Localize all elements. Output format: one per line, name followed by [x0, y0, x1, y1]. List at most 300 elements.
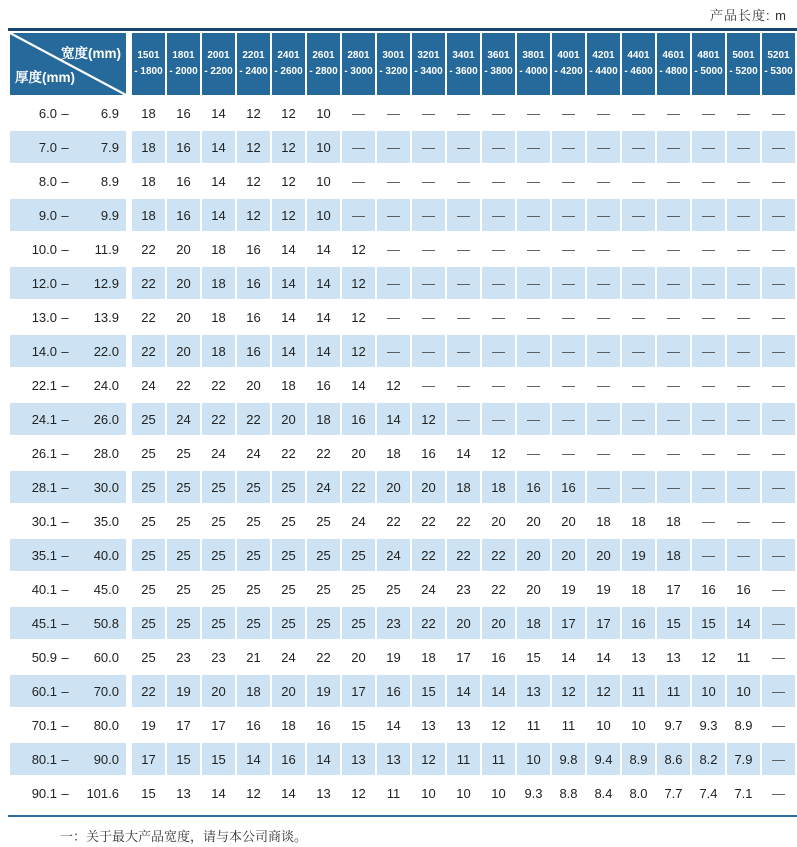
table-cell-dash: — [447, 199, 480, 231]
table-cell-dash: — [657, 199, 690, 231]
column-header: 3801 - 4000 [517, 33, 550, 95]
table-cell-dash: — [552, 335, 585, 367]
table-cell: 14 [596, 649, 611, 665]
table-cell: 15 [412, 675, 445, 707]
table-cell: 22 [316, 649, 331, 665]
table-cell-dash: — [622, 199, 655, 231]
table-cell-dash: — [702, 105, 715, 121]
table-row [10, 403, 795, 435]
table-cell: 18 [657, 539, 690, 571]
table-cell: 22 [342, 471, 375, 503]
table-cell: 22 [281, 445, 296, 461]
table-cell: 16 [622, 607, 655, 639]
table-cell: 24 [351, 513, 366, 529]
table-cell: 20 [167, 267, 200, 299]
table-cell: 25 [386, 581, 401, 597]
table-cell: 14 [377, 403, 410, 435]
table-cell: 16 [167, 199, 200, 231]
column-header: 3201 - 3400 [412, 33, 445, 95]
table-cell: 25 [351, 581, 366, 597]
table-cell-dash: — [657, 131, 690, 163]
table-cell: 16 [342, 403, 375, 435]
table-cell-dash: — [517, 131, 550, 163]
table-cell: 16 [316, 717, 331, 733]
table-cell-dash: — [632, 173, 645, 189]
table-cell-dash: — [622, 131, 655, 163]
table-cell-dash: — [447, 335, 480, 367]
table-cell: 25 [272, 539, 305, 571]
table-cell-dash: — [692, 403, 725, 435]
table-cell-dash: — [772, 105, 785, 121]
table-cell: 20 [412, 471, 445, 503]
table-cell: 14 [447, 675, 480, 707]
row-label: 60.1 – 70.0 [10, 675, 130, 707]
table-row [10, 573, 795, 605]
table-cell-dash: — [727, 267, 760, 299]
table-cell: 18 [386, 445, 401, 461]
column-header: 4401 - 4600 [622, 33, 655, 95]
row-label: 90.1 – 101.6 [10, 777, 130, 809]
table-cell: 25 [141, 649, 156, 665]
row-label: 10.0 – 11.9 [10, 233, 130, 265]
column-header: 4801 - 5000 [692, 33, 725, 95]
table-cell-dash: — [737, 377, 750, 393]
table-cell: 20 [202, 675, 235, 707]
table-cell: 20 [246, 377, 261, 393]
table-cell: 25 [141, 445, 156, 461]
table-cell-dash: — [562, 445, 575, 461]
table-cell-dash: — [587, 471, 620, 503]
table-cell-dash: — [597, 241, 610, 257]
table-cell-dash: — [667, 309, 680, 325]
table-cell: 10 [316, 105, 331, 121]
table-cell-dash: — [517, 403, 550, 435]
table-cell: 13 [176, 785, 191, 801]
footnote: 一：关于最大产品宽度，请与本公司商谈。 [60, 829, 308, 844]
table-cell: 7.4 [699, 785, 718, 801]
table-cell: 10 [631, 717, 646, 733]
table-cell-dash: — [422, 377, 435, 393]
table-cell: 12 [246, 105, 261, 121]
table-cell: 20 [167, 335, 200, 367]
table-cell-dash: — [737, 241, 750, 257]
column-header: 4201 - 4400 [587, 33, 620, 95]
table-cell-dash: — [657, 267, 690, 299]
table-cell: 23 [211, 649, 226, 665]
table-cell: 25 [202, 539, 235, 571]
table-cell-dash: — [352, 105, 365, 121]
table-cell: 12 [272, 131, 305, 163]
table-cell-dash: — [597, 173, 610, 189]
table-cell-dash: — [667, 241, 680, 257]
table-cell: 12 [412, 743, 445, 775]
table-cell: 15 [692, 607, 725, 639]
table-cell: 17 [176, 717, 191, 733]
table-row [10, 539, 795, 571]
table-cell: 20 [587, 539, 620, 571]
table-cell: 16 [246, 309, 261, 325]
table-cell-dash: — [772, 309, 785, 325]
table-cell: 18 [141, 105, 156, 121]
table-cell: 22 [132, 267, 165, 299]
table-cell-dash: — [457, 377, 470, 393]
table-cell-dash: — [702, 513, 715, 529]
table-cell: 12 [272, 199, 305, 231]
table-cell: 20 [351, 649, 366, 665]
row-label: 70.1 – 80.0 [10, 709, 130, 741]
table-cell-dash: — [562, 241, 575, 257]
table-cell: 19 [622, 539, 655, 571]
width-axis-label: 宽度(mm) [61, 46, 121, 61]
table-row [10, 233, 795, 265]
table-cell: 12 [491, 717, 506, 733]
table-cell-dash: — [562, 105, 575, 121]
table-cell: 11 [736, 649, 751, 665]
table-cell-dash: — [562, 377, 575, 393]
row-label: 22.1 – 24.0 [10, 369, 130, 401]
table-cell: 22 [132, 675, 165, 707]
table-cell: 14 [482, 675, 515, 707]
table-row [10, 199, 795, 231]
table-cell-dash: — [762, 131, 795, 163]
table-cell: 22 [412, 607, 445, 639]
table-cell: 24 [211, 445, 226, 461]
table-cell: 12 [342, 267, 375, 299]
column-header: 2201 - 2400 [237, 33, 270, 95]
table-cell: 22 [141, 241, 156, 257]
table-cell-dash: — [772, 581, 785, 597]
table-cell: 14 [272, 267, 305, 299]
table-cell-dash: — [527, 241, 540, 257]
row-label: 30.1 – 35.0 [10, 505, 130, 537]
table-cell-dash: — [562, 309, 575, 325]
table-row [10, 607, 795, 639]
table-cell: 8.0 [629, 785, 648, 801]
table-cell: 25 [176, 581, 191, 597]
table-cell: 18 [202, 335, 235, 367]
table-cell-dash: — [772, 173, 785, 189]
row-label: 14.0 – 22.0 [10, 335, 130, 367]
table-cell: 20 [552, 539, 585, 571]
table-cell-dash: — [667, 377, 680, 393]
table-cell: 20 [491, 513, 506, 529]
table-cell: 20 [447, 607, 480, 639]
table-cell-dash: — [552, 267, 585, 299]
table-cell-dash: — [412, 131, 445, 163]
table-cell: 24 [421, 581, 436, 597]
table-cell: 19 [307, 675, 340, 707]
table-cell-dash: — [702, 241, 715, 257]
table-cell-dash: — [527, 173, 540, 189]
table-cell: 22 [237, 403, 270, 435]
table-cell-dash: — [762, 743, 795, 775]
table-cell: 18 [281, 377, 296, 393]
table-cell: 22 [386, 513, 401, 529]
table-cell: 13 [377, 743, 410, 775]
table-cell: 9.8 [552, 743, 585, 775]
table-cell: 20 [526, 581, 541, 597]
table-cell-dash: — [517, 199, 550, 231]
table-cell: 9.4 [587, 743, 620, 775]
table-cell: 23 [456, 581, 471, 597]
table-cell: 17 [666, 581, 681, 597]
table-cell-dash: — [657, 403, 690, 435]
row-label: 80.1 – 90.0 [10, 743, 130, 775]
table-cell: 13 [342, 743, 375, 775]
table-cell-dash: — [772, 649, 785, 665]
table-cell-dash: — [632, 241, 645, 257]
table-cell-dash: — [492, 377, 505, 393]
table-cell-dash: — [527, 377, 540, 393]
table-cell-dash: — [692, 539, 725, 571]
table-cell: 11 [482, 743, 515, 775]
table-cell: 16 [237, 267, 270, 299]
table-cell: 18 [141, 173, 156, 189]
table-cell: 14 [281, 309, 296, 325]
table-cell: 16 [552, 471, 585, 503]
table-cell: 14 [211, 173, 226, 189]
table-cell-dash: — [772, 513, 785, 529]
table-cell-dash: — [692, 471, 725, 503]
table-cell-dash: — [772, 377, 785, 393]
table-cell: 25 [132, 471, 165, 503]
table-cell: 14 [316, 309, 331, 325]
row-label: 8.0 – 8.9 [10, 165, 130, 197]
table-cell: 18 [307, 403, 340, 435]
table-cell-dash: — [422, 309, 435, 325]
table-cell: 18 [631, 581, 646, 597]
table-cell: 10 [316, 173, 331, 189]
table-cell: 20 [272, 675, 305, 707]
table-cell-dash: — [737, 513, 750, 529]
column-header: 4001 - 4200 [552, 33, 585, 95]
column-header: 5201 - 5300 [762, 33, 795, 95]
table-cell-dash: — [447, 403, 480, 435]
table-cell-dash: — [447, 267, 480, 299]
table-row [10, 437, 795, 469]
table-cell: 25 [342, 539, 375, 571]
row-label: 45.1 – 50.8 [10, 607, 130, 639]
table-row [10, 335, 795, 367]
table-cell: 20 [351, 445, 366, 461]
table-cell: 17 [552, 607, 585, 639]
table-cell-dash: — [622, 471, 655, 503]
table-cell-dash: — [762, 403, 795, 435]
table-cell: 12 [386, 377, 401, 393]
table-cell: 16 [167, 131, 200, 163]
table-row [10, 267, 795, 299]
table-cell: 19 [561, 581, 576, 597]
table-cell: 18 [211, 241, 226, 257]
table-cell-dash: — [552, 131, 585, 163]
table-row [10, 369, 795, 401]
table-cell: 14 [202, 199, 235, 231]
table-row [10, 709, 795, 741]
table-cell: 10 [456, 785, 471, 801]
table-cell: 12 [552, 675, 585, 707]
table-cell-dash: — [657, 471, 690, 503]
table-cell-dash: — [667, 173, 680, 189]
table-cell: 25 [167, 607, 200, 639]
table-cell: 25 [246, 513, 261, 529]
table-cell: 18 [211, 309, 226, 325]
table-cell-dash: — [377, 267, 410, 299]
table-cell: 10 [307, 199, 340, 231]
row-label: 9.0 – 9.9 [10, 199, 130, 231]
table-cell-dash: — [772, 717, 785, 733]
spec-table-container [8, 28, 797, 811]
table-cell: 11 [526, 717, 541, 733]
table-cell: 20 [272, 403, 305, 435]
table-cell-dash: — [762, 471, 795, 503]
column-header: 4601 - 4800 [657, 33, 690, 95]
table-cell-dash: — [702, 173, 715, 189]
table-cell-dash: — [597, 445, 610, 461]
table-cell-dash: — [597, 309, 610, 325]
table-cell-dash: — [762, 199, 795, 231]
table-cell: 10 [727, 675, 760, 707]
table-cell: 10 [517, 743, 550, 775]
table-cell-dash: — [702, 377, 715, 393]
table-cell-dash: — [702, 309, 715, 325]
table-row [10, 131, 795, 163]
table-cell: 24 [167, 403, 200, 435]
table-cell-dash: — [622, 403, 655, 435]
table-cell: 14 [386, 717, 401, 733]
table-cell: 9.7 [664, 717, 683, 733]
column-header: 2001 - 2200 [202, 33, 235, 95]
table-cell: 18 [447, 471, 480, 503]
row-label: 12.0 – 12.9 [10, 267, 130, 299]
table-cell: 18 [517, 607, 550, 639]
table-cell: 25 [132, 607, 165, 639]
table-cell: 24 [307, 471, 340, 503]
table-cell-dash: — [387, 105, 400, 121]
table-cell-dash: — [492, 309, 505, 325]
table-cell-dash: — [762, 335, 795, 367]
table-cell-dash: — [597, 105, 610, 121]
table-cell-dash: — [587, 131, 620, 163]
table-cell-dash: — [632, 377, 645, 393]
table-cell-dash: — [737, 445, 750, 461]
table-cell-dash: — [412, 267, 445, 299]
table-row [10, 471, 795, 503]
table-cell: 8.9 [622, 743, 655, 775]
table-cell: 18 [596, 513, 611, 529]
table-cell: 22 [202, 403, 235, 435]
table-cell: 22 [447, 539, 480, 571]
table-cell: 25 [272, 471, 305, 503]
table-cell: 16 [246, 241, 261, 257]
table-cell: 20 [526, 513, 541, 529]
table-cell-dash: — [412, 199, 445, 231]
table-cell-dash: — [667, 105, 680, 121]
table-cell: 14 [307, 267, 340, 299]
table-cell-dash: — [527, 309, 540, 325]
table-cell: 18 [281, 717, 296, 733]
column-header: 1501 - 1800 [132, 33, 165, 95]
table-cell: 22 [456, 513, 471, 529]
spec-table [8, 31, 797, 811]
table-cell: 21 [246, 649, 261, 665]
table-cell: 25 [141, 513, 156, 529]
table-cell: 25 [307, 607, 340, 639]
table-cell: 25 [167, 471, 200, 503]
table-cell: 10 [596, 717, 611, 733]
column-header: 3001 - 3200 [377, 33, 410, 95]
thickness-axis-label: 厚度(mm) [15, 70, 75, 85]
table-cell: 13 [666, 649, 681, 665]
table-cell: 20 [176, 241, 191, 257]
table-cell: 12 [701, 649, 716, 665]
table-cell: 25 [272, 607, 305, 639]
table-cell: 17 [342, 675, 375, 707]
table-cell: 14 [211, 785, 226, 801]
table-cell: 15 [167, 743, 200, 775]
corner-header-cell [10, 33, 130, 95]
row-label: 26.1 – 28.0 [10, 437, 130, 469]
table-cell-dash: — [587, 199, 620, 231]
table-cell-dash: — [492, 105, 505, 121]
table-cell-dash: — [562, 173, 575, 189]
table-cell: 22 [132, 335, 165, 367]
table-cell: 18 [202, 267, 235, 299]
table-cell-dash: — [762, 539, 795, 571]
table-cell-dash: — [692, 131, 725, 163]
table-cell: 25 [132, 539, 165, 571]
table-cell-dash: — [737, 173, 750, 189]
table-cell: 13 [456, 717, 471, 733]
table-cell: 10 [692, 675, 725, 707]
table-cell: 18 [421, 649, 436, 665]
table-cell-dash: — [342, 131, 375, 163]
table-cell: 16 [517, 471, 550, 503]
table-cell-dash: — [552, 403, 585, 435]
table-cell-dash: — [517, 335, 550, 367]
table-cell: 12 [246, 785, 261, 801]
table-cell: 7.7 [664, 785, 683, 801]
table-cell: 25 [202, 607, 235, 639]
table-row [10, 97, 795, 129]
table-cell-dash: — [527, 445, 540, 461]
table-cell: 10 [421, 785, 436, 801]
table-cell: 24 [246, 445, 261, 461]
table-cell-dash: — [762, 607, 795, 639]
table-cell-dash: — [632, 309, 645, 325]
table-cell: 8.6 [657, 743, 690, 775]
table-cell: 25 [237, 539, 270, 571]
column-header: 2801 - 3000 [342, 33, 375, 95]
table-cell: 12 [246, 173, 261, 189]
table-cell: 11 [447, 743, 480, 775]
table-cell: 14 [211, 105, 226, 121]
table-cell: 22 [316, 445, 331, 461]
table-cell: 22 [211, 377, 226, 393]
table-cell: 12 [412, 403, 445, 435]
table-cell: 19 [386, 649, 401, 665]
table-cell: 16 [377, 675, 410, 707]
table-cell: 25 [316, 513, 331, 529]
bottom-divider [8, 815, 797, 817]
table-cell-dash: — [762, 675, 795, 707]
table-cell-dash: — [622, 267, 655, 299]
column-header: 1801 - 2000 [167, 33, 200, 95]
table-cell: 25 [211, 513, 226, 529]
table-cell: 25 [176, 513, 191, 529]
table-cell-dash: — [457, 241, 470, 257]
table-cell: 16 [176, 173, 191, 189]
table-cell: 25 [316, 581, 331, 597]
